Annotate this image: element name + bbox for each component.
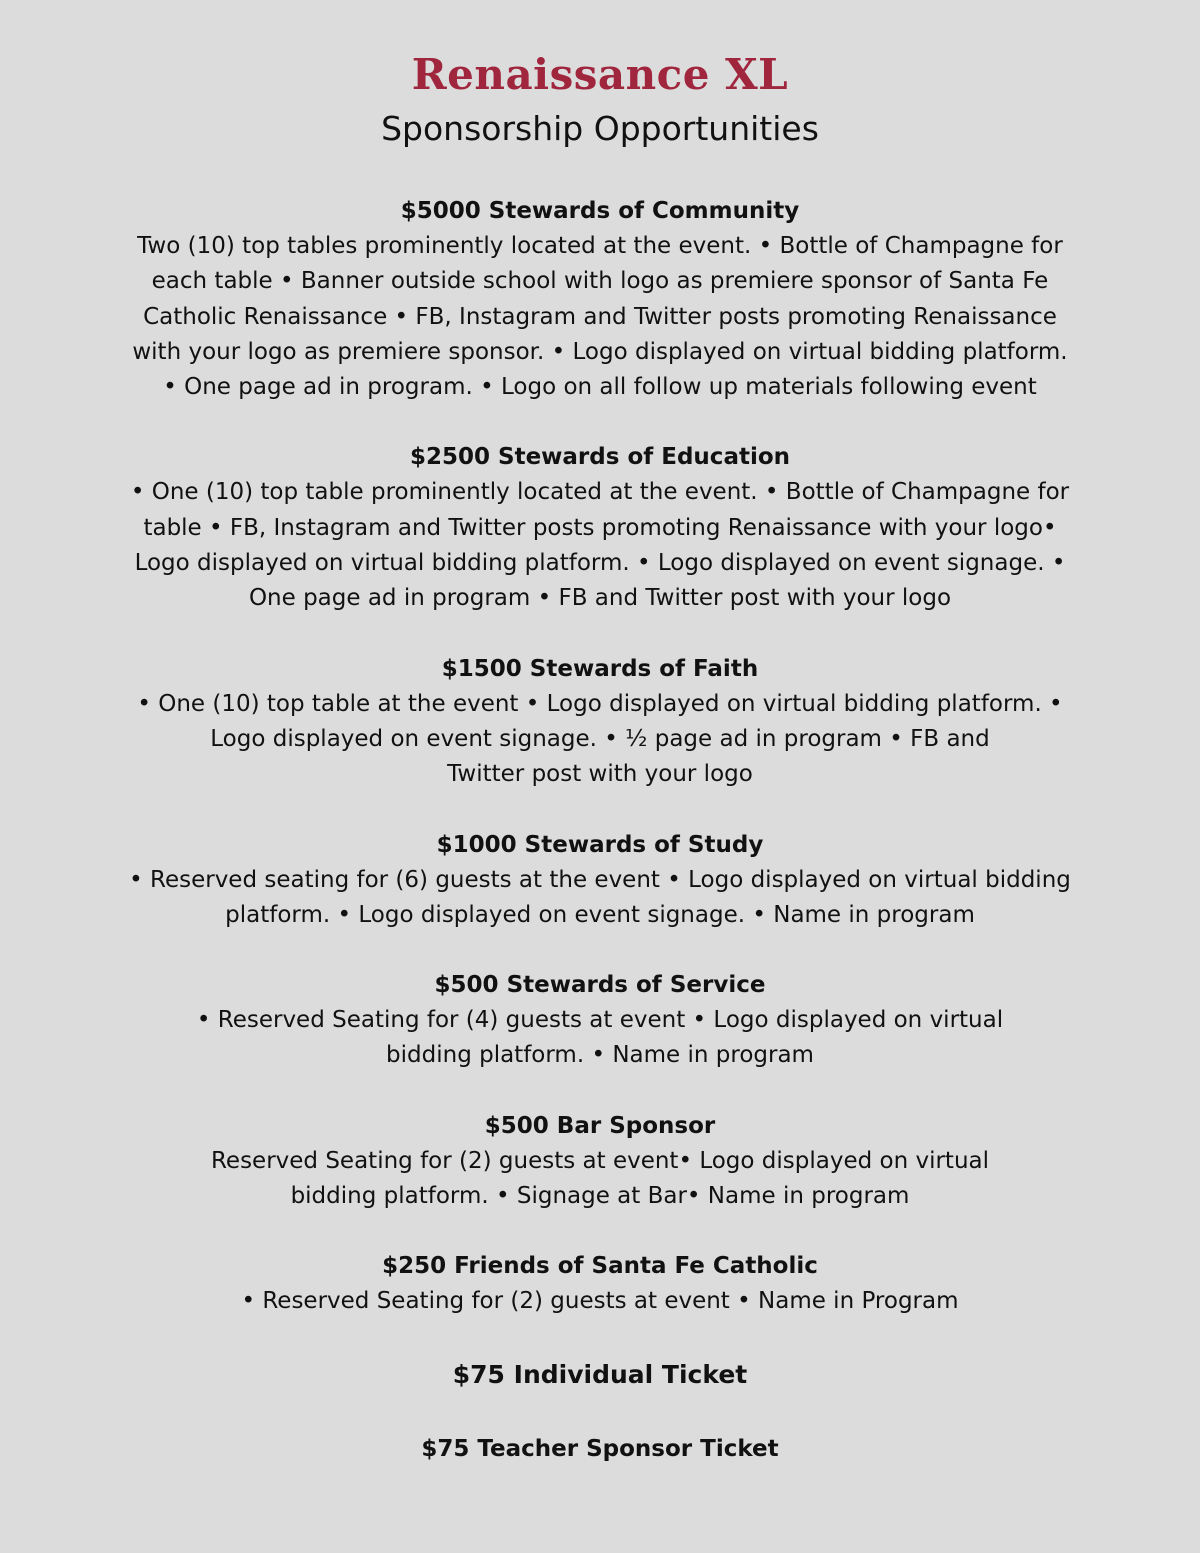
tier-description	[0, 1003, 1200, 1074]
tier-description-line: • One page ad in program. • Logo on all follow up materials following event	[163, 374, 1037, 401]
tier-heading: $2500 Stewards of Education	[409, 444, 791, 471]
tier-description-line: One page ad in program • FB and Twitter post with your logo	[248, 585, 952, 612]
tier-description-line: • One (10) top table at the event • Logo displayed on virtual bidding platform. •	[137, 690, 1063, 717]
tier-description-line: • Reserved Seating for (2) guests at event • Name in Program	[241, 1288, 959, 1315]
tier-description-line: Two (10) top tables prominently located at the event. • Bottle of Champagne for	[137, 233, 1063, 259]
tier-heading: $5000 Stewards of Community	[400, 198, 800, 224]
sponsorship-tiers	[0, 194, 1200, 1469]
tier-description-line: with your logo as premiere sponsor. • Logo displayed on virtual bidding platform.	[132, 338, 1068, 365]
tier-bar-sponsor	[0, 1109, 1200, 1215]
tier-description	[0, 687, 1200, 793]
tier-description	[0, 475, 1200, 616]
tier-description-line: Catholic Renaissance • FB, Instagram and Twitter posts promoting Renaissance	[143, 303, 1057, 330]
tier-description-line: • Reserved seating for (6) guests at the event • Logo displayed on virtual bidding	[129, 866, 1071, 893]
ticket-teacher-sponsor: $75 Teacher Sponsor Ticket	[421, 1435, 779, 1462]
tier-description-line: bidding platform. • Signage at Bar• Name in program	[290, 1183, 910, 1210]
tier-stewards-of-community	[0, 194, 1200, 405]
tier-description	[0, 229, 1200, 405]
tier-description	[0, 863, 1200, 934]
tier-description	[0, 1144, 1200, 1215]
tier-description	[0, 1284, 1200, 1319]
tier-description-line: Logo displayed on event signage. • ½ page ad in program • FB and	[210, 725, 990, 752]
tier-heading: $500 Stewards of Service	[434, 972, 766, 999]
tier-description-line: Twitter post with your logo	[447, 761, 753, 788]
tier-heading: $500 Bar Sponsor	[484, 1112, 716, 1139]
ticket-individual: $75 Individual Ticket	[452, 1359, 748, 1389]
tier-description-line: each table • Banner outside school with logo as premiere sponsor of Santa Fe	[151, 268, 1049, 295]
tier-heading: $1000 Stewards of Study	[436, 831, 764, 858]
tier-description-line: Logo displayed on virtual bidding platform. • Logo displayed on event signage. •	[134, 550, 1066, 577]
tier-heading: $1500 Stewards of Faith	[441, 655, 759, 682]
page-subtitle: Sponsorship Opportunities	[381, 109, 819, 148]
tier-description-line: • One (10) top table prominently located at the event. • Bottle of Champagne for	[130, 479, 1070, 506]
page-title: Renaissance XL	[411, 50, 789, 99]
tier-description-line: Reserved Seating for (2) guests at event• Logo displayed on virtual	[210, 1147, 990, 1174]
tier-friends-of-santa-fe-catholic	[0, 1249, 1200, 1319]
tier-stewards-of-service	[0, 968, 1200, 1074]
tier-stewards-of-study	[0, 828, 1200, 934]
tier-description-line: bidding platform. • Name in program	[386, 1042, 814, 1069]
tier-stewards-of-education	[0, 440, 1200, 616]
tier-description-line: • Reserved Seating for (4) guests at event • Logo displayed on virtual	[196, 1007, 1004, 1034]
tier-stewards-of-faith	[0, 652, 1200, 793]
tier-description-line: platform. • Logo displayed on event signage. • Name in program	[225, 901, 975, 928]
tier-heading: $250 Friends of Santa Fe Catholic	[382, 1253, 818, 1280]
tier-description-line: table • FB, Instagram and Twitter posts promoting Renaissance with your logo•	[143, 514, 1057, 541]
